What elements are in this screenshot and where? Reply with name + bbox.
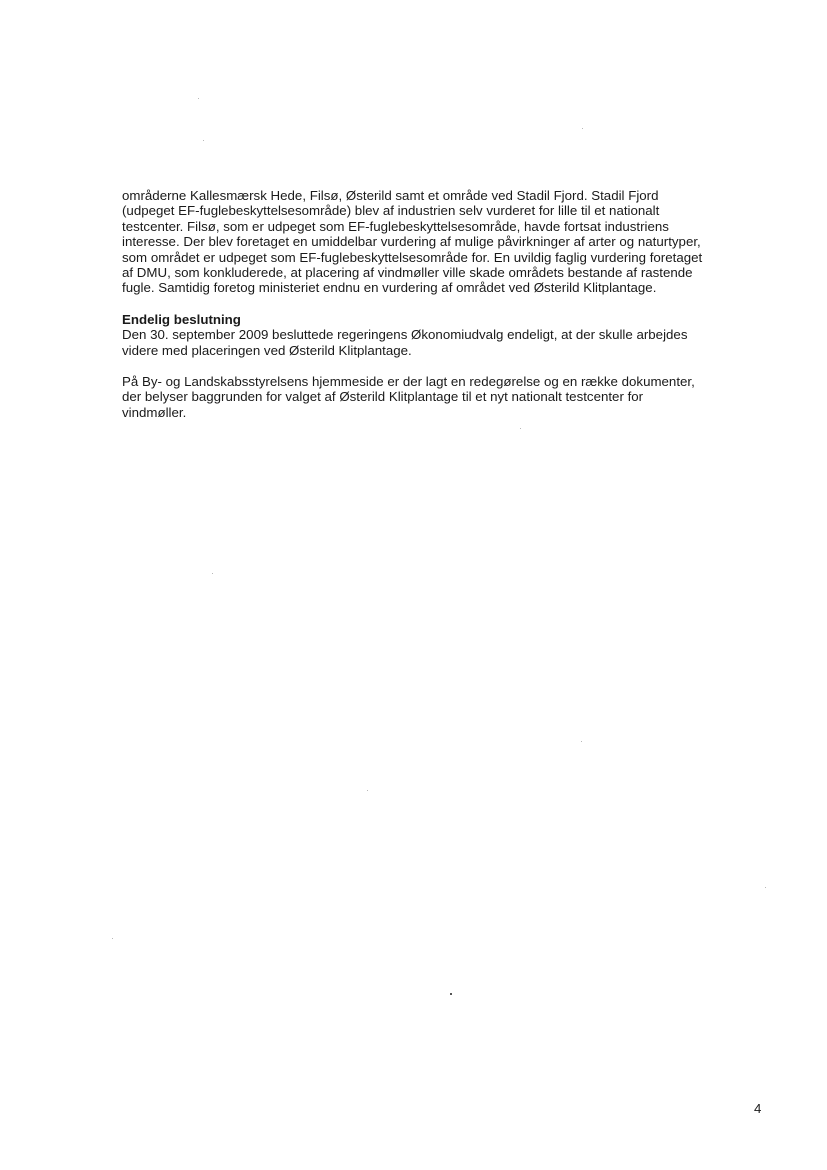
text-line: På By- og Landskabsstyrelsens hjemmeside er der lagt en redegørelse og en række dokumenter, — [122, 374, 695, 390]
scan-speck — [367, 790, 368, 791]
paragraph-website-reference — [122, 374, 762, 420]
text-line: fugle. Samtidig foretog ministeriet endnu en vurdering af området ved Østerild Klitplantage. — [122, 280, 657, 296]
scan-speck — [582, 128, 583, 129]
scan-speck — [450, 993, 452, 995]
scan-speck — [520, 428, 521, 429]
scan-speck — [203, 140, 204, 141]
scan-speck — [765, 887, 766, 888]
text-line: Den 30. september 2009 besluttede regeringens Økonomiudvalg endeligt, at der skulle arbejdes — [122, 327, 688, 343]
scan-speck — [212, 573, 213, 574]
section-final-decision — [122, 312, 762, 358]
section-heading: Endelig beslutning — [122, 311, 241, 327]
scan-speck — [198, 98, 199, 99]
text-line: som området er udpeget som EF-fuglebeskyttelsesområde for. En uvildig faglig vurdering foretaget — [122, 249, 703, 265]
page-number: 4 — [754, 1101, 762, 1116]
text-line: videre med placeringen ved Østerild Klitplantage. — [122, 342, 412, 358]
text-line: der belyser baggrunden for valget af Østerild Klitplantage til et nyt nationalt testcenter for — [122, 389, 644, 405]
body-text — [122, 188, 762, 420]
scan-speck — [112, 938, 113, 939]
text-line: vindmøller. — [122, 404, 187, 420]
text-line: interesse. Der blev foretaget en umiddelbar vurdering af mulige påvirkninger af arter og naturtyper, — [122, 234, 701, 250]
text-line: (udpeget EF-fuglebeskyttelsesområde) blev af industrien selv vurderet for lille til et nationalt — [122, 203, 660, 219]
text-line: områderne Kallesmærsk Hede, Filsø, Østerild samt et område ved Stadil Fjord. Stadil Fjord — [122, 188, 659, 203]
text-line: af DMU, som konkluderede, at placering af vindmøller ville skade områdets bestande af rastende — [122, 265, 693, 281]
scan-speck — [581, 741, 582, 742]
text-line: testcenter. Filsø, som er udpeget som EF-fuglebeskyttelsesområde, havde fortsat industriens — [122, 218, 669, 234]
paragraph-site-assessment — [122, 188, 762, 296]
